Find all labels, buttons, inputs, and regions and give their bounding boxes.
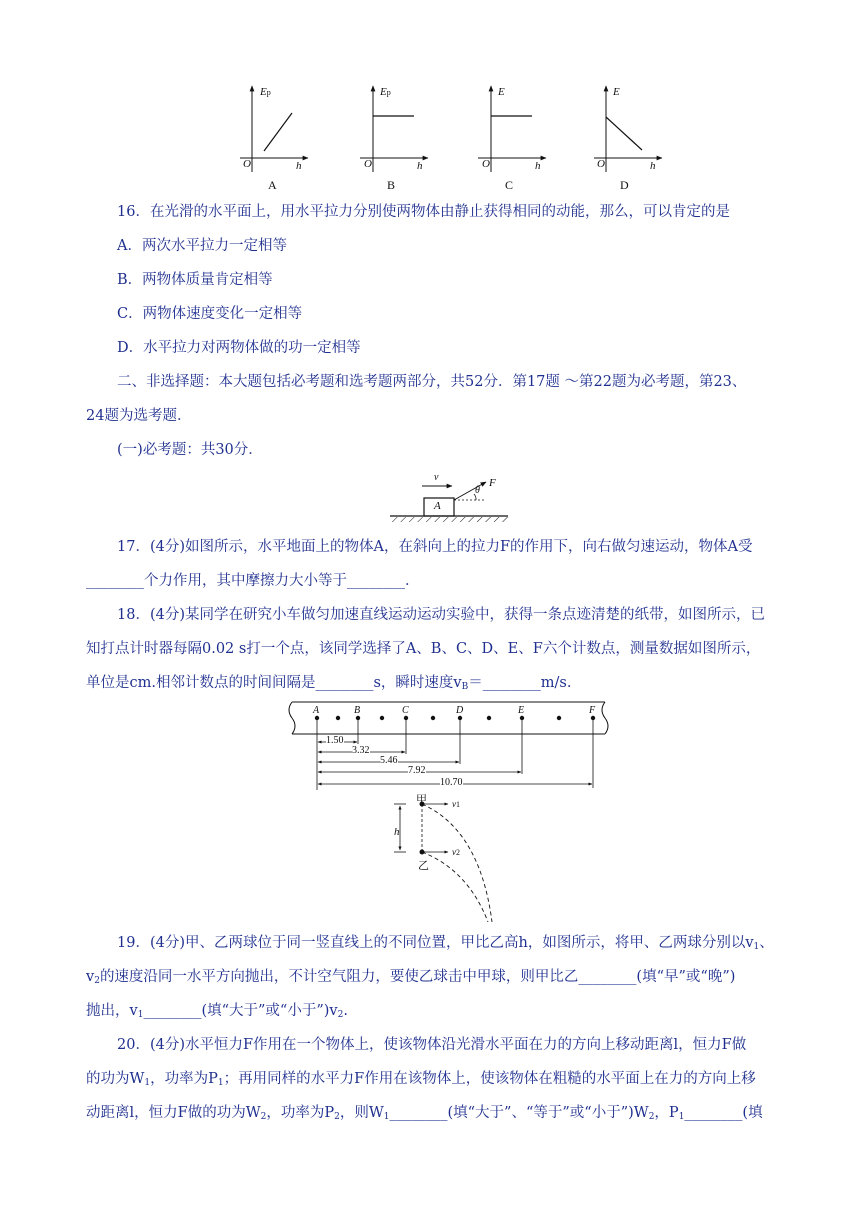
graph-c-letter: C [505, 178, 514, 192]
tape-point-f: F [589, 705, 596, 716]
graph-a-letter: A [268, 178, 277, 192]
tape-point-e: E [518, 705, 525, 716]
graph-b-xaxis-label: h [417, 160, 423, 172]
tape-distance-ab: 1.50 [326, 735, 344, 746]
tape-point-b: B [354, 705, 361, 716]
fig19-projectile-diagram [380, 790, 500, 926]
q16-option-d: D．水平拉力对两物体做的功一定相等 [117, 340, 361, 356]
q16-stem: 16．在光滑的水平面上，用水平拉力分别使两物体由静止获得相同的动能，那么，可以肯定的是 [117, 204, 730, 220]
q20-line2: 的功为$W_1$，功率为$P_1$；再用同样的水平力F作用在该物体上，使该物体在粗糙的水平面上在力的方向上移 [86, 1071, 756, 1088]
tape-distance-af: 10.70 [440, 777, 463, 788]
fig19-v1-label: v1 [452, 799, 460, 809]
q20-line3: 动距离l，恒力F做的功为$W_2$，功率为$P_2$，则$W_1\_\_\_\_\_\_\_\_$(填“大于”、“等于”或“小于$”)W_2$，$P_1\_\_\_\_\_\_\_\_$(填 [86, 1105, 763, 1122]
graph-b-yaxis-label: Ep [380, 86, 391, 98]
energy-graphs [0, 0, 860, 200]
graph-b-origin: O [364, 158, 372, 170]
graph-a-yaxis-label: Ep [260, 86, 271, 98]
fig17-angle-label: θ [475, 485, 480, 496]
tape-distance-ac: 3.32 [352, 745, 370, 756]
fig17-block-label: A [434, 500, 441, 512]
graph-c-origin: O [482, 158, 490, 170]
q17-line1: 17．(4分)如图所示，水平地面上的物体A，在斜向上的拉力F的作用下，向右做匀速运动，物体A受 [117, 539, 753, 555]
q18-line3: 单位是cm.相邻计数点的时间间隔是________s，瞬时速度$v_B=\_\_\_\_\_\_\_\_m/s$. [86, 675, 572, 692]
tape-distance-ae: 7.92 [408, 765, 426, 776]
q19-line3: 抛出，$v_1\_\_\_\_\_\_\_\_$(填“大于”或“小于$”)v_2$. [86, 1003, 348, 1020]
q16-option-c: C．两物体速度变化一定相等 [117, 306, 303, 322]
fig19-height-label: h [394, 826, 400, 838]
fig19-ball-jia-label: 甲 [416, 794, 427, 806]
graph-d-letter: D [620, 178, 629, 192]
q17-line2: ________个力作用，其中摩擦力大小等于________． [86, 573, 420, 589]
q20-line1: 20．(4分)水平恒力F作用在一个物体上，使该物体沿光滑水平面在力的方向上移动距离l，恒力F做 [117, 1037, 747, 1053]
section2-heading: 二、非选择题：本大题包括必考题和选考题两部分，共52分．第17题 ～第22题为必考题，第23、 [117, 374, 747, 390]
fig17-force-label: F [489, 477, 496, 489]
fig19-v2-label: v2 [452, 847, 460, 857]
graph-a-origin: O [243, 158, 251, 170]
section2-heading-cont: 24题为选考题． [86, 408, 192, 424]
graph-d-xaxis-label: h [650, 160, 656, 172]
q18-line1: 18．(4分)某同学在研究小车做匀加速直线运动运动实验中，获得一条点迹清楚的纸带，如图所示，已 [117, 607, 765, 623]
q16-option-b: B．两物体质量肯定相等 [117, 272, 273, 288]
q16-option-a: A．两次水平拉力一定相等 [117, 238, 287, 254]
tape-point-c: C [402, 705, 409, 716]
graph-d-yaxis-label: E [613, 86, 620, 98]
q19-line1: 19．(4分)甲、乙两球位于同一竖直线上的不同位置，甲比乙高h，如图所示，将甲、乙两球分别以$v_1$、 [117, 935, 774, 952]
q19-line2: $v_2$的速度沿同一水平方向抛出，不计空气阻力，要使乙球击中甲球，则甲比乙________(填“早”或“晚”) [86, 969, 736, 986]
graph-c-yaxis-label: E [498, 86, 505, 98]
graph-d-origin: O [597, 158, 605, 170]
fig19-ball-yi-label: 乙 [418, 860, 429, 872]
graph-b-letter: B [387, 178, 396, 192]
section2-subheading: (一)必考题：共30分． [117, 442, 263, 458]
tape-point-d: D [456, 705, 464, 716]
tape-distance-ad: 5.46 [380, 755, 398, 766]
fig17-velocity-label: v [434, 472, 439, 483]
graph-c-xaxis-label: h [535, 160, 541, 172]
graph-a-xaxis-label: h [296, 160, 302, 172]
fig17-block-diagram [380, 466, 520, 526]
tape-point-a: A [313, 705, 320, 716]
q18-line2: 知打点计时器每隔0.02 s打一个点，该同学选择了A、B、C、D、E、F六个计数点，测量数据如图所示， [86, 641, 761, 657]
